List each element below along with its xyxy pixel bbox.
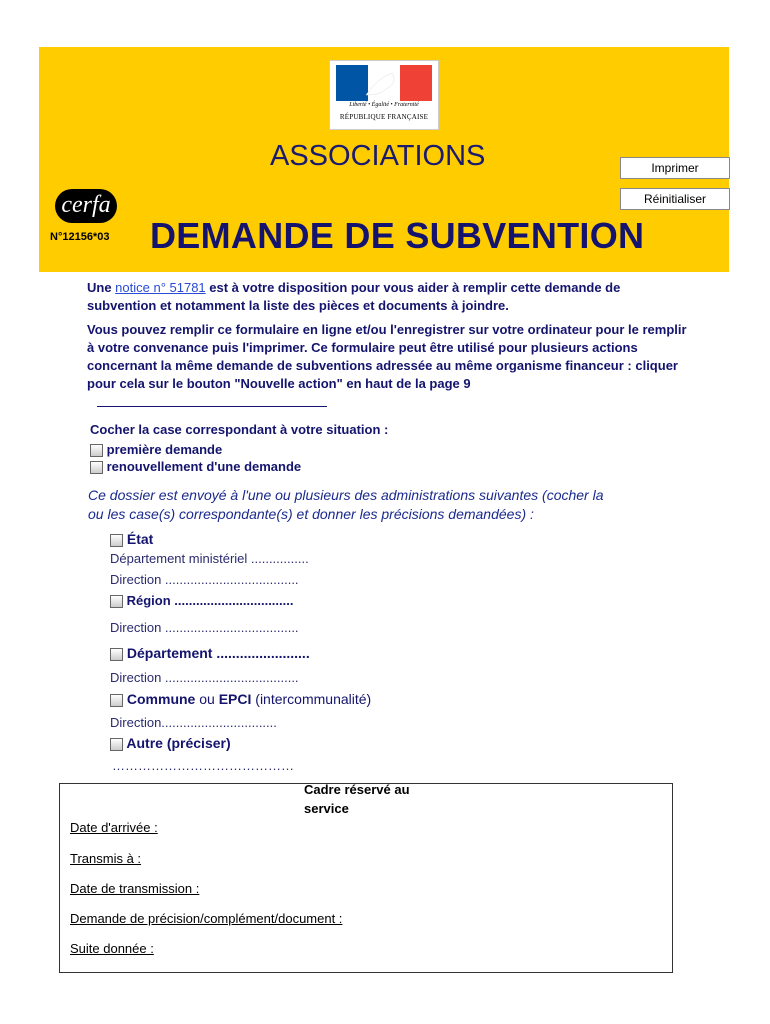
autre-option[interactable] (110, 735, 231, 751)
etat-label: État (126, 531, 154, 547)
commune-or: ou (195, 691, 219, 707)
form-title: DEMANDE DE SUBVENTION (150, 215, 645, 256)
transmitted-to-label: Transmis à : (70, 851, 142, 866)
first-request-checkbox[interactable] (90, 444, 103, 457)
intro-line: subvention et notamment la liste des pièces et documents à joindre. (87, 298, 509, 313)
renewal-checkbox[interactable] (90, 461, 103, 474)
cerfa-number: N°12156*03 (50, 231, 110, 243)
followup-label: Suite donnée : (70, 941, 154, 956)
commune-label: Commune (126, 691, 196, 707)
region-checkbox[interactable] (110, 595, 123, 608)
dossier-instructions (88, 486, 604, 524)
renewal-option[interactable] (90, 459, 301, 474)
intro-paragraph-2 (87, 321, 727, 393)
departement-checkbox[interactable] (110, 648, 123, 661)
reset-button[interactable]: Réinitialiser (620, 188, 730, 210)
departement-label: Département ........................ (126, 645, 310, 661)
autre-label: Autre (préciser) (126, 735, 231, 751)
etat-option[interactable] (110, 531, 153, 547)
transmission-date-label: Date de transmission : (70, 881, 200, 896)
page-title: ASSOCIATIONS (270, 140, 486, 172)
intro-line (87, 279, 727, 297)
epci-label: EPCI (218, 691, 252, 707)
intro-line: concernant la même demande de subventions adressée au même organisme financeur : cliquer (87, 358, 678, 373)
autre-checkbox[interactable] (110, 738, 123, 751)
dossier-line: ou les case(s) correspondante(s) et donner les précisions demandées) : (88, 506, 534, 522)
reserved-title (304, 780, 434, 818)
departement-direction-field[interactable]: Direction ..................................... (110, 670, 299, 685)
commune-checkbox[interactable] (110, 694, 123, 707)
marianne-flag-icon (336, 65, 432, 101)
republique-francaise-logo (329, 60, 439, 130)
logo-republic: RÉPUBLIQUE FRANÇAISE (339, 113, 429, 121)
first-request-label: première demande (106, 442, 223, 457)
etat-checkbox[interactable] (110, 534, 123, 547)
renewal-label: renouvellement d'une demande (106, 459, 302, 474)
etat-department-field[interactable]: Département ministériel ................ (110, 551, 309, 566)
intro-prefix: Une (87, 280, 116, 295)
intro-line-rest: est à votre disposition pour vous aider à remplir cette demande de (205, 280, 621, 295)
intercommunalite-label: (intercommunalité) (251, 691, 372, 707)
commune-option[interactable] (110, 691, 371, 707)
etat-direction-field[interactable]: Direction ..................................... (110, 572, 299, 587)
logo-motto: Liberté • Égalité • Fraternité (349, 102, 419, 108)
commune-direction-field[interactable]: Direction................................ (110, 715, 277, 730)
intro-line: à votre convenance puis l'imprimer. Ce formulaire peut être utilisé pour plusieurs actions (87, 340, 638, 355)
region-direction-field[interactable]: Direction ..................................... (110, 620, 299, 635)
reserved-title-line: Cadre réservé au (304, 782, 410, 797)
autre-field[interactable]: …………………………………… (112, 758, 294, 773)
intro-line: Vous pouvez remplir ce formulaire en ligne et/ou l'enregistrer sur votre ordinateur pour le remplir (87, 322, 687, 337)
cerfa-logo: cerfa (55, 189, 117, 223)
intro-paragraph-1 (87, 279, 727, 315)
first-request-option[interactable] (90, 442, 222, 457)
arrival-date-label: Date d'arrivée : (70, 820, 158, 835)
region-label: Région ................................. (126, 593, 294, 608)
departement-option[interactable] (110, 645, 310, 661)
request-label: Demande de précision/complément/document : (70, 911, 343, 926)
region-option[interactable] (110, 593, 293, 608)
intro-line: pour cela sur le bouton "Nouvelle action" en haut de la page 9 (87, 376, 471, 391)
separator-line (97, 406, 327, 407)
notice-link[interactable]: notice n° 51781 (115, 280, 206, 295)
dossier-line: Ce dossier est envoyé à l'une ou plusieurs des administrations suivantes (cocher la (88, 487, 604, 503)
print-button[interactable]: Imprimer (620, 157, 730, 179)
situation-label: Cocher la case correspondant à votre situation : (90, 422, 389, 437)
reserved-title-line: service (304, 801, 349, 816)
